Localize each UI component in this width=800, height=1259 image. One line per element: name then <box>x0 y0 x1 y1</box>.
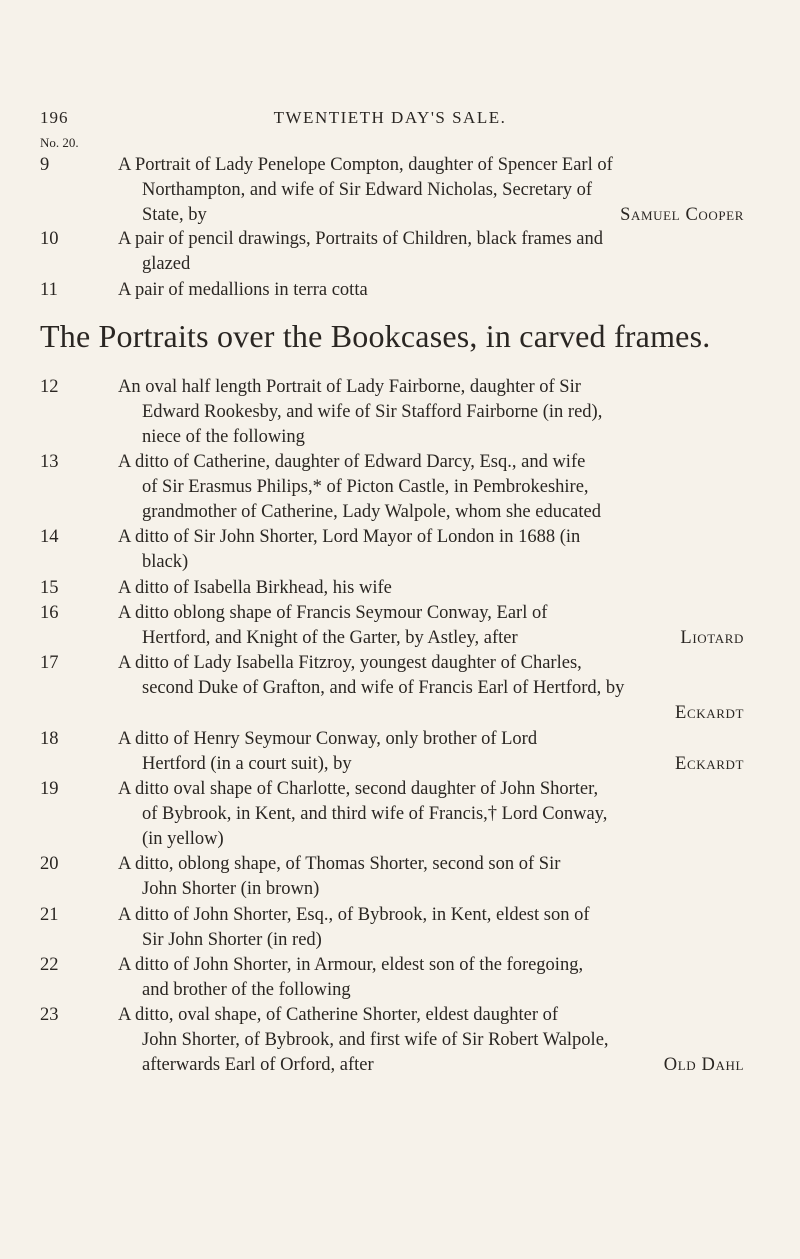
lot-number: 22 <box>40 955 59 975</box>
lot-text: A ditto of John Shorter, Esq., of Bybrook, in Kent, eldest son of <box>118 905 590 925</box>
lot-text: Northampton, and wife of Sir Edward Nicholas, Secretary of <box>142 180 593 200</box>
lot-text: and brother of the following <box>142 980 351 1000</box>
lot-number: 20 <box>40 854 59 874</box>
lot-text: A ditto of John Shorter, in Armour, eldest son of the foregoing, <box>118 955 584 975</box>
running-head <box>40 108 740 132</box>
lot-artist: Samuel Cooper <box>620 205 744 225</box>
lot-text: John Shorter (in brown) <box>142 879 320 899</box>
lot-number: 17 <box>40 653 59 673</box>
lot-text: Hertford (in a court suit), by <box>142 754 352 774</box>
lot-text: A Portrait of Lady Penelope Compton, daughter of Spencer Earl of <box>118 155 613 175</box>
lot-number: 18 <box>40 729 59 749</box>
lot-text: grandmother of Catherine, Lady Walpole, whom she educated <box>142 502 601 522</box>
lot-number: 23 <box>40 1005 59 1025</box>
lot-number: 14 <box>40 527 59 547</box>
lot-artist: Eckardt <box>675 703 744 723</box>
sale-number: No. 20. <box>40 135 79 150</box>
lot-text: Sir John Shorter (in red) <box>142 930 322 950</box>
lot-number: 12 <box>40 377 59 397</box>
lot-text: Hertford, and Knight of the Garter, by Astley, after <box>142 628 518 648</box>
lot-text: John Shorter, of Bybrook, and first wife of Sir Robert Walpole, <box>142 1030 609 1050</box>
lot-number: 13 <box>40 452 59 472</box>
lot-text: A ditto of Isabella Birkhead, his wife <box>118 578 392 598</box>
lot-artist: Eckardt <box>675 754 744 774</box>
lot-text: afterwards Earl of Orford, after <box>142 1055 374 1075</box>
lot-text: niece of the following <box>142 427 305 447</box>
lot-text: second Duke of Grafton, and wife of Francis Earl of Hertford, by <box>142 678 625 698</box>
lot-text: A ditto of Sir John Shorter, Lord Mayor of London in 1688 (in <box>118 527 581 547</box>
lot-artist: Old Dahl <box>663 1055 744 1075</box>
lot-number: 19 <box>40 779 59 799</box>
running-title: TWENTIETH DAY'S SALE. <box>273 108 507 127</box>
lot-text: black) <box>142 552 189 572</box>
lot-text: A ditto of Henry Seymour Conway, only brother of Lord <box>118 729 538 749</box>
lot-text: A ditto of Lady Isabella Fitzroy, youngest daughter of Charles, <box>118 653 582 673</box>
lot-number: 16 <box>40 603 59 623</box>
lot-text: A pair of pencil drawings, Portraits of Children, black frames and <box>118 229 603 249</box>
lot-text: A ditto, oval shape, of Catherine Shorter, eldest daughter of <box>118 1005 559 1025</box>
lot-text: glazed <box>142 254 191 274</box>
page-number: 196 <box>40 108 69 127</box>
lot-text: State, by <box>142 205 207 225</box>
lot-number: 11 <box>40 280 58 300</box>
lot-number: 9 <box>40 155 50 175</box>
lot-text: of Bybrook, in Kent, and third wife of Francis,† Lord Conway, <box>142 804 608 824</box>
lot-number: 10 <box>40 229 59 249</box>
lot-number: 15 <box>40 578 59 598</box>
lot-text: A ditto, oblong shape, of Thomas Shorter, second son of Sir <box>118 854 561 874</box>
lot-text: Edward Rookesby, and wife of Sir Stafford Fairborne (in red), <box>142 402 603 422</box>
lot-text: A pair of medallions in terra cotta <box>118 280 368 300</box>
lot-artist: Liotard <box>680 628 744 648</box>
lot-text: A ditto of Catherine, daughter of Edward Darcy, Esq., and wife <box>118 452 586 472</box>
lot-text: (in yellow) <box>142 829 224 849</box>
section-title: The Portraits over the Bookcases, in carved frames. <box>40 318 711 354</box>
lot-text: A ditto oblong shape of Francis Seymour Conway, Earl of <box>118 603 548 623</box>
lot-text: A ditto oval shape of Charlotte, second daughter of John Shorter, <box>118 779 599 799</box>
lot-number: 21 <box>40 905 59 925</box>
lot-text: of Sir Erasmus Philips,* of Picton Castle, in Pembrokeshire, <box>142 477 589 497</box>
lot-text: An oval half length Portrait of Lady Fairborne, daughter of Sir <box>118 377 581 397</box>
